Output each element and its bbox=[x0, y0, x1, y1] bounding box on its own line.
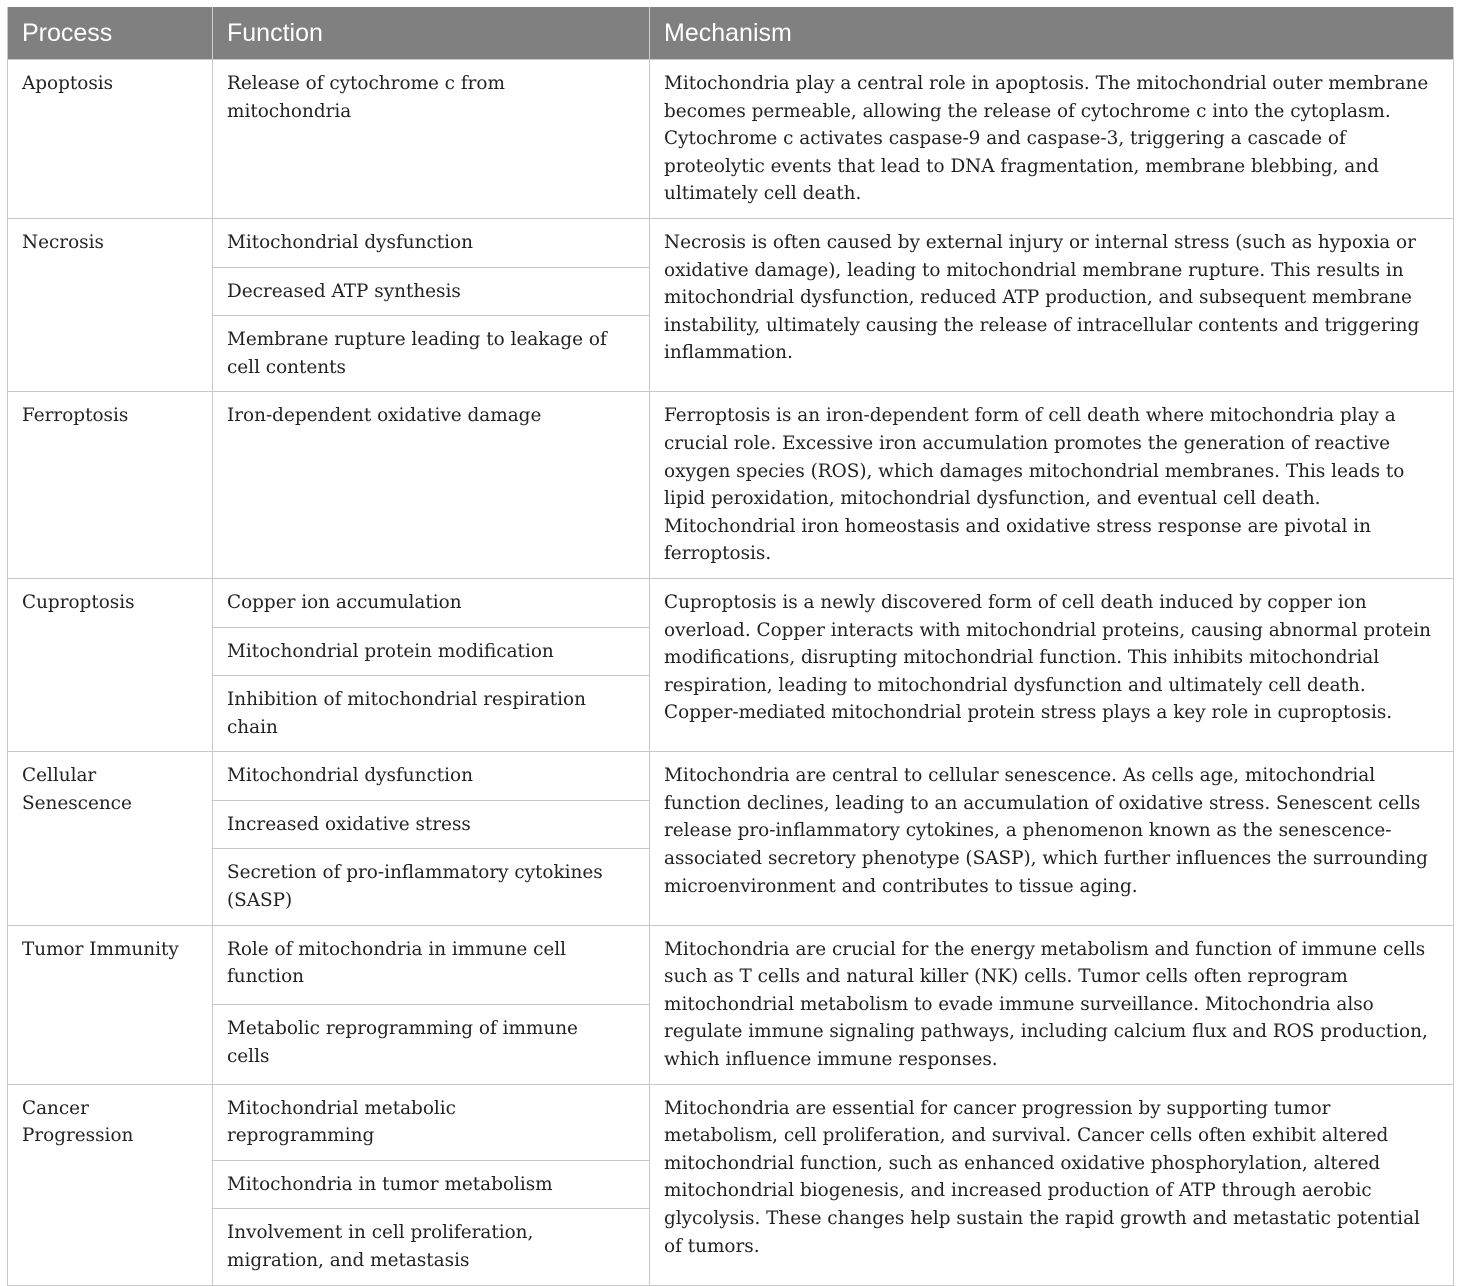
mitochondria-process-table-container bbox=[7, 7, 1453, 1286]
process-cell: Apoptosis bbox=[8, 60, 213, 219]
function-cell: Metabolic reprogramming of immune cells bbox=[213, 1005, 650, 1084]
process-cell: Ferroptosis bbox=[8, 392, 213, 579]
function-cell: Membrane rupture leading to leakage of cell contents bbox=[213, 316, 650, 392]
table-row bbox=[8, 752, 1454, 801]
function-cell: Mitochondria in tumor metabolism bbox=[213, 1160, 650, 1209]
header-mechanism: Mechanism bbox=[650, 7, 1454, 60]
function-cell: Copper ion accumulation bbox=[213, 578, 650, 627]
function-cell: Iron-dependent oxidative damage bbox=[213, 392, 650, 579]
function-cell: Mitochondrial protein modification bbox=[213, 627, 650, 676]
mechanism-cell: Mitochondria play a central role in apoptosis. The mitochondrial outer membrane becomes permeable, allowing the release of cytochrome c into the cytoplasm. Cytochrome c activates caspase-9 and caspase-3, triggering a cascade of proteolytic events that lead to DNA fragmentation, membrane blebbing, and ultimately cell death. bbox=[650, 60, 1454, 219]
table-row bbox=[8, 218, 1454, 267]
mechanism-cell: Ferroptosis is an iron-dependent form of cell death where mitochondria play a crucial role. Excessive iron accumulation promotes the generation of reactive oxygen species (ROS), which damages mitochondrial membranes. This leads to lipid peroxidation, mitochondrial dysfunction, and eventual cell death. Mitochondrial iron homeostasis and oxidative stress response are pivotal in ferroptosis. bbox=[650, 392, 1454, 579]
process-cell: Cellular Senescence bbox=[8, 752, 213, 925]
table-row bbox=[8, 392, 1454, 579]
function-cell: Involvement in cell proliferation, migration, and metastasis bbox=[213, 1209, 650, 1285]
header-process: Process bbox=[8, 7, 213, 60]
process-cell: Tumor Immunity bbox=[8, 925, 213, 1084]
function-cell: Inhibition of mitochondrial respiration chain bbox=[213, 676, 650, 752]
function-cell: Mitochondrial dysfunction bbox=[213, 218, 650, 267]
function-cell: Increased oxidative stress bbox=[213, 800, 650, 849]
function-cell: Decreased ATP synthesis bbox=[213, 267, 650, 316]
function-cell: Mitochondrial dysfunction bbox=[213, 752, 650, 801]
mechanism-cell: Necrosis is often caused by external injury or internal stress (such as hypoxia or oxidative damage), leading to mitochondrial membrane rupture. This results in mitochondrial dysfunction, reduced ATP production, and subsequent membrane instability, ultimately causing the release of intracellular contents and triggering inflammation. bbox=[650, 218, 1454, 391]
mitochondria-process-table bbox=[7, 7, 1454, 1286]
function-cell: Secretion of pro-inflammatory cytokines (SASP) bbox=[213, 849, 650, 925]
table-row bbox=[8, 1084, 1454, 1160]
function-cell: Mitochondrial metabolic reprogramming bbox=[213, 1084, 650, 1160]
process-cell: Cuproptosis bbox=[8, 578, 213, 751]
process-cell: Cancer Progression bbox=[8, 1084, 213, 1285]
mechanism-cell: Mitochondria are crucial for the energy metabolism and function of immune cells such as T cells and natural killer (NK) cells. Tumor cells often reprogram mitochondrial metabolism to evade immune surveillance. Mitochondria also regulate immune signaling pathways, including calcium flux and ROS production, which influence immune responses. bbox=[650, 925, 1454, 1084]
process-cell: Necrosis bbox=[8, 218, 213, 391]
table-row bbox=[8, 925, 1454, 1004]
header-function: Function bbox=[213, 7, 650, 60]
mechanism-cell: Mitochondria are essential for cancer progression by supporting tumor metabolism, cell proliferation, and survival. Cancer cells often exhibit altered mitochondrial function, such as enhanced oxidative phosphorylation, altered mitochondrial biogenesis, and increased production of ATP through aerobic glycolysis. These changes help sustain the rapid growth and metastatic potential of tumors. bbox=[650, 1084, 1454, 1285]
function-cell: Role of mitochondria in immune cell function bbox=[213, 925, 650, 1004]
table-row bbox=[8, 578, 1454, 627]
table-row bbox=[8, 60, 1454, 219]
table-header-row bbox=[8, 7, 1454, 60]
function-cell: Release of cytochrome c from mitochondria bbox=[213, 60, 650, 219]
mechanism-cell: Cuproptosis is a newly discovered form of cell death induced by copper ion overload. Copper interacts with mitochondrial proteins, causing abnormal protein modifications, disrupting mitochondrial function. This inhibits mitochondrial respiration, leading to mitochondrial dysfunction and ultimately cell death. Copper-mediated mitochondrial protein stress plays a key role in cuproptosis. bbox=[650, 578, 1454, 751]
mechanism-cell: Mitochondria are central to cellular senescence. As cells age, mitochondrial function declines, leading to an accumulation of oxidative stress. Senescent cells release pro-inflammatory cytokines, a phenomenon known as the senescence-associated secretory phenotype (SASP), which further influences the surrounding microenvironment and contributes to tissue aging. bbox=[650, 752, 1454, 925]
